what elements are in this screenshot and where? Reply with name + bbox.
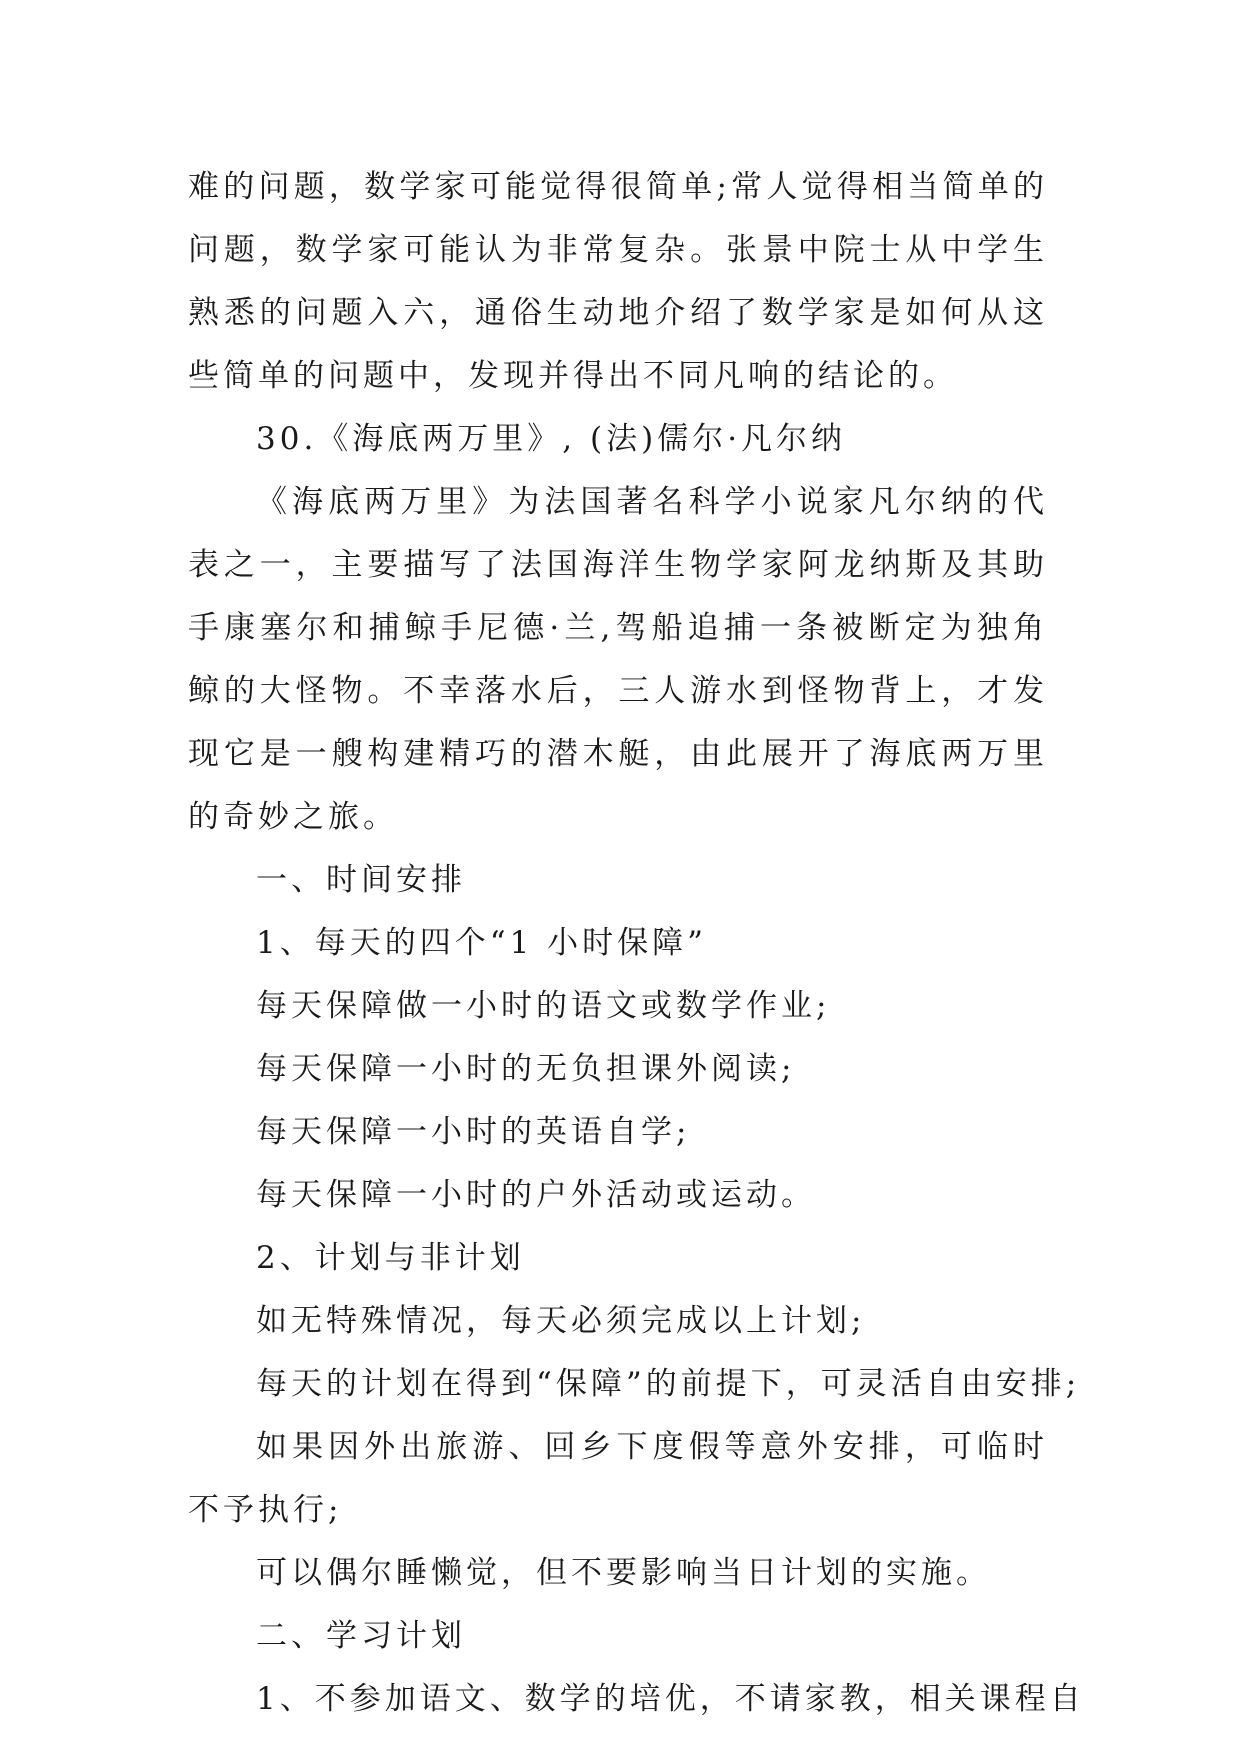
list-item-no-tutor: 1、不参加语文、数学的培优，不请家教，相关课程自 [256, 1681, 1085, 1717]
list-item-reading: 每天保障一小时的无负担课外阅读; [256, 1051, 796, 1087]
subheading-plan: 2、计划与非计划 [256, 1240, 525, 1276]
list-item-outdoor: 每天保障一小时的户外活动或运动。 [256, 1177, 816, 1213]
list-item-flexible: 每天的计划在得到“保障”的前提下，可灵活自由安排; [256, 1366, 1081, 1402]
list-item-travel: 如果因外出旅游、回乡下度假等意外安排，可临时不予执行; [188, 1429, 1048, 1528]
list-item-sleep: 可以偶尔睡懒觉，但不要影响当日计划的实施。 [256, 1555, 991, 1591]
section-heading-time: 一、时间安排 [256, 862, 466, 898]
list-item-homework: 每天保障做一小时的语文或数学作业; [256, 988, 831, 1024]
list-item-must-complete: 如无特殊情况，每天必须完成以上计划; [256, 1303, 866, 1339]
paragraph-math-intro: 难的问题，数学家可能觉得很简单;常人觉得相当简单的问题，数学家可能认为非常复杂。张景中院士从中学生熟悉的问题入六，通俗生动地介绍了数学家是如何从这些简单的问题中，发现并得出不同凡响的结论的。 [188, 169, 1048, 394]
paragraph-book-summary: 《海底两万里》为法国著名科学小说家凡尔纳的代表之一，主要描写了法国海洋生物学家阿龙纳斯及其助手康塞尔和捕鲸手尼德·兰,驾船追捕一条被断定为独角鲸的大怪物。不幸落水后，三人游水到怪物背上，才发现它是一艘构建精巧的潜木艇，由此展开了海底两万里的奇妙之旅。 [188, 484, 1048, 835]
section-heading-study: 二、学习计划 [256, 1618, 466, 1654]
subheading-four-hours: 1、每天的四个“1 小时保障” [256, 925, 707, 961]
document-body [188, 156, 1085, 1731]
paragraph-book-title-30: 30.《海底两万里》, (法)儒尔·凡尔纳 [256, 421, 847, 457]
list-item-english: 每天保障一小时的英语自学; [256, 1114, 691, 1150]
